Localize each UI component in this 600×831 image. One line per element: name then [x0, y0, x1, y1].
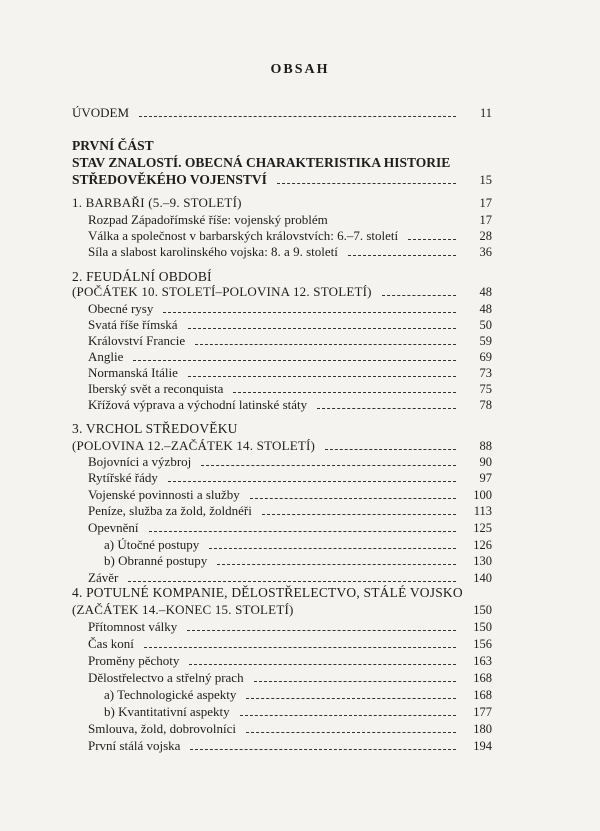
- dot-leader: [133, 360, 456, 361]
- toc-entry: [88, 651, 492, 669]
- toc-page: 140: [473, 571, 492, 585]
- dot-leader: [189, 664, 456, 665]
- toc-entry: [88, 668, 492, 686]
- chapter-heading: 3. VRCHOL STŘEDOVĚKU: [72, 421, 238, 436]
- toc-label: Rytířské řády: [88, 470, 158, 485]
- toc-label: b) Kvantitativní aspekty: [104, 704, 230, 719]
- toc-label: STŘEDOVĚKÉHO VOJENSTVÍ: [72, 172, 267, 187]
- page-title: OBSAH: [270, 62, 330, 77]
- dot-leader: [277, 183, 456, 184]
- dot-leader: [168, 481, 456, 482]
- dot-leader: [149, 531, 456, 532]
- dot-leader: [246, 732, 456, 733]
- dot-leader: [217, 564, 456, 565]
- toc-entry: [104, 702, 492, 720]
- dot-leader: [317, 408, 456, 409]
- toc-entry: [104, 685, 492, 703]
- toc-entry: [88, 736, 492, 754]
- toc-label: Království Francie: [88, 333, 186, 348]
- toc-page: 100: [473, 488, 492, 502]
- toc-page: 97: [479, 471, 492, 485]
- toc-label: Válka a společnost v barbarských královstvích: 6.–7. století: [88, 228, 399, 243]
- chapter-heading: 4. POTULNÉ KOMPANIE, DĚLOSTŘELECTVO, STÁLÉ VOJSKO: [72, 585, 463, 600]
- toc-page: 73: [479, 366, 492, 380]
- toc-chapter-1: [72, 193, 492, 211]
- dot-leader: [250, 498, 456, 499]
- toc-label: Vojenské povinnosti a služby: [88, 487, 240, 502]
- dot-leader: [187, 630, 456, 631]
- toc-label: Proměny pěchoty: [88, 653, 180, 668]
- toc-page: 150: [473, 603, 492, 617]
- dot-leader: [139, 116, 456, 117]
- dot-leader: [262, 514, 456, 515]
- toc-label: a) Útočné postupy: [104, 537, 200, 552]
- toc-label: ÚVODEM: [72, 105, 130, 120]
- toc-entry: [88, 719, 492, 737]
- dot-leader: [246, 698, 456, 699]
- toc-entry: [88, 395, 492, 413]
- part-title-line: STAV ZNALOSTÍ. OBECNÁ CHARAKTERISTIKA HISTORIE: [72, 155, 451, 170]
- toc-page: 36: [479, 245, 492, 259]
- toc-page: 50: [479, 318, 492, 332]
- toc-label: Opevnění: [88, 520, 139, 535]
- toc-label: Iberský svět a reconquista: [88, 381, 224, 396]
- toc-label: Dělostřelectvo a střelný prach: [88, 670, 244, 685]
- toc-page: 168: [473, 688, 492, 702]
- toc-chapter-2: [72, 282, 492, 300]
- toc-label: První stálá vojska: [88, 738, 181, 753]
- toc-entry: [104, 551, 492, 569]
- chapter-heading: 2. FEUDÁLNÍ OBDOBÍ: [72, 269, 212, 284]
- toc-page: 156: [473, 637, 492, 651]
- toc-label: Síla a slabost karolinského vojska: 8. a 9. století: [88, 244, 338, 259]
- dot-leader: [233, 392, 456, 393]
- toc-page: 59: [479, 334, 492, 348]
- toc-entry-intro: [72, 103, 492, 121]
- toc-label: (POLOVINA 12.–ZAČÁTEK 14. STOLETÍ): [72, 438, 316, 453]
- toc-label: 1. BARBAŘI (5.–9. STOLETÍ): [72, 195, 242, 210]
- toc-page: 75: [479, 382, 492, 396]
- toc-page: 28: [479, 229, 492, 243]
- toc-label: Křížová výprava a východní latinské státy: [88, 397, 308, 412]
- toc-page: 177: [473, 705, 492, 719]
- toc-page: 48: [479, 302, 492, 316]
- toc-entry: [88, 518, 492, 536]
- toc-label: Rozpad Západořímské říše: vojenský problém: [88, 212, 328, 227]
- toc-entry: [88, 242, 492, 260]
- dot-leader: [382, 295, 456, 296]
- toc-entry: [88, 617, 492, 635]
- toc-label: b) Obranné postupy: [104, 553, 208, 568]
- dot-leader: [408, 239, 456, 240]
- dot-leader: [201, 465, 456, 466]
- toc-label: (POČÁTEK 10. STOLETÍ–POLOVINA 12. STOLETÍ): [72, 284, 372, 299]
- toc-page: 17: [479, 196, 492, 210]
- toc-label: Bojovníci a výzbroj: [88, 454, 192, 469]
- toc-page: 78: [479, 398, 492, 412]
- toc-label: (ZAČÁTEK 14.–KONEC 15. STOLETÍ): [72, 602, 294, 617]
- toc-page: 130: [473, 554, 492, 568]
- toc-label: Smlouva, žold, dobrovolníci: [88, 721, 237, 736]
- toc-page: 11: [479, 106, 492, 120]
- toc-label: a) Technologické aspekty: [104, 687, 237, 702]
- dot-leader: [195, 344, 456, 345]
- dot-leader: [254, 681, 456, 682]
- toc-label: Přítomnost války: [88, 619, 178, 634]
- toc-label: Závěr: [88, 570, 119, 585]
- toc-entry-part1: [72, 170, 492, 188]
- toc-label: Čas koní: [88, 636, 134, 651]
- toc-page: 180: [473, 722, 492, 736]
- toc-entry: [88, 468, 492, 486]
- toc-page: 69: [479, 350, 492, 364]
- toc-page: 48: [479, 285, 492, 299]
- toc-label: Peníze, služba za žold, žoldnéři: [88, 503, 252, 518]
- dot-leader: [188, 328, 456, 329]
- toc-entry: [88, 501, 492, 519]
- toc-label: Anglie: [88, 349, 124, 364]
- dot-leader: [128, 581, 456, 582]
- toc-page: 150: [473, 620, 492, 634]
- dot-leader: [209, 548, 456, 549]
- toc-page: 88: [479, 439, 492, 453]
- toc-page: 163: [473, 654, 492, 668]
- dot-leader: [163, 312, 456, 313]
- toc-label: Normanská Itálie: [88, 365, 178, 380]
- toc-page: 90: [479, 455, 492, 469]
- dot-leader: [144, 647, 456, 648]
- toc-label: Svatá říše římská: [88, 317, 178, 332]
- dot-leader: [240, 715, 456, 716]
- part-heading: PRVNÍ ČÁST: [72, 138, 154, 153]
- toc-page: 113: [473, 504, 492, 518]
- toc-page: 168: [473, 671, 492, 685]
- toc-label: Obecné rysy: [88, 301, 154, 316]
- toc-page: 126: [473, 538, 492, 552]
- toc-page: 194: [473, 739, 492, 753]
- dot-leader: [190, 749, 456, 750]
- dot-leader: [348, 255, 456, 256]
- toc-page: 17: [479, 213, 492, 227]
- toc-page: 15: [479, 173, 492, 187]
- dot-leader: [325, 449, 456, 450]
- toc-chapter-4: [72, 600, 492, 618]
- dot-leader: [188, 376, 456, 377]
- toc-entry: [88, 634, 492, 652]
- toc-page: 125: [473, 521, 492, 535]
